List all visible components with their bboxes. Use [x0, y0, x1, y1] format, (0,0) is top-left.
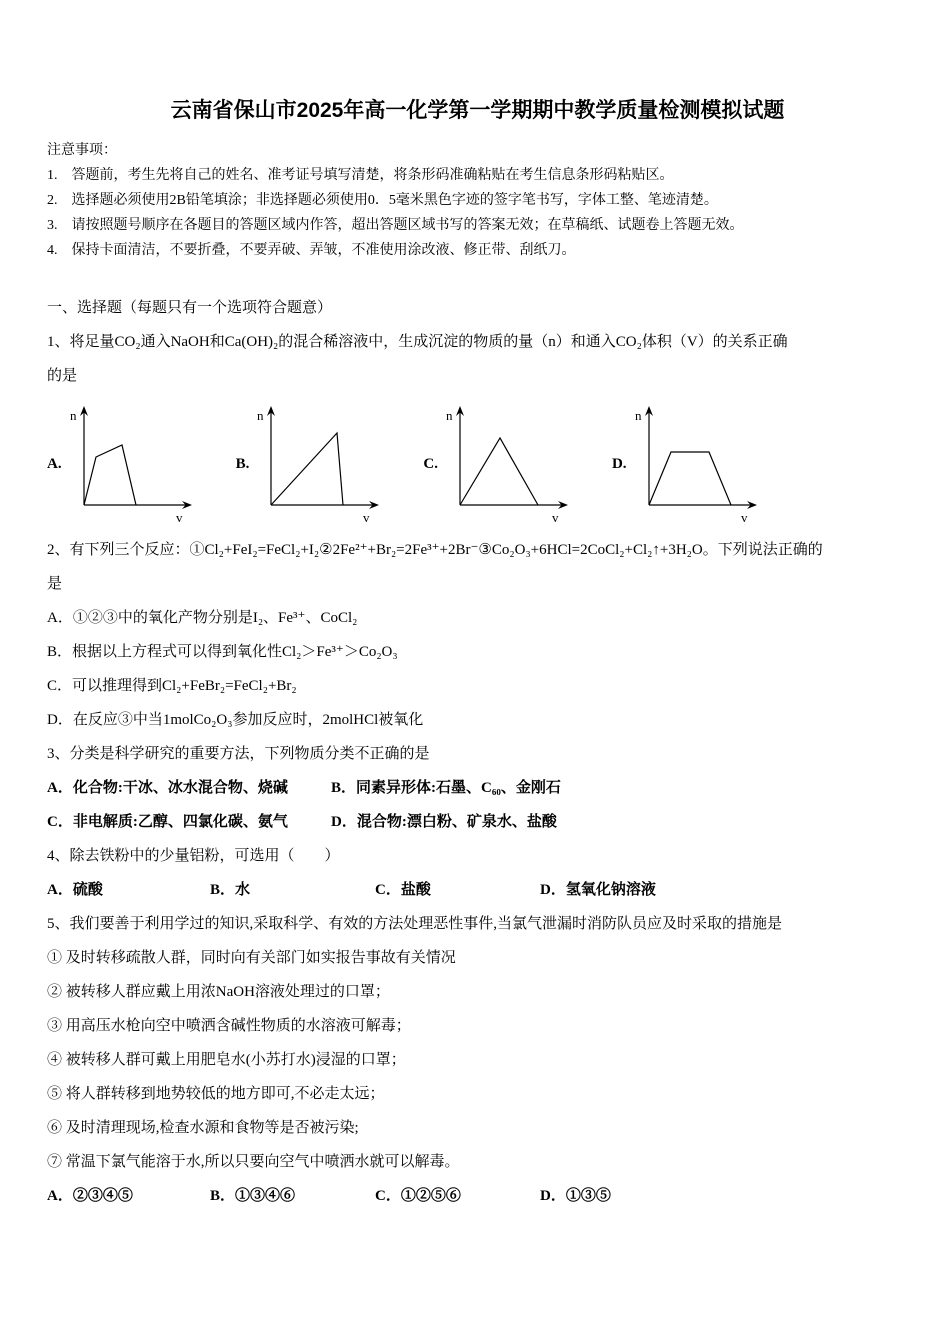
q1-graph-option-c	[423, 400, 574, 528]
graph-b-curve	[271, 433, 343, 505]
q5-item-7: ⑦ 常温下氯气能溶于水,所以只要向空气中喷洒水就可以解毒。	[47, 1154, 460, 1170]
x-axis-label: v	[740, 510, 748, 525]
graph-c-curve	[460, 438, 538, 505]
q3-stem: 3、分类是科学研究的重要方法，下列物质分类不正确的是	[47, 746, 430, 762]
graph-a-curve	[84, 445, 136, 505]
q5-option-c: C．①②⑤⑥	[375, 1188, 461, 1204]
y-axis-label: n	[257, 408, 264, 423]
notice-item-4: 4. 保持卡面清洁，不要折叠，不要弄破、弄皱，不准使用涂改液、修正带、刮纸刀。	[47, 243, 576, 258]
q1-stem-line1: 1、将足量CO₂通入NaOH和Ca(OH)₂的混合稀溶液中，生成沉淀的物质的量（n）和通入CO₂体积（V）的关系正确	[47, 334, 788, 350]
x-axis-label: v	[175, 510, 183, 525]
q1-graph-option-a	[47, 400, 198, 528]
q3-options-row2	[47, 805, 908, 839]
graph-d-chart	[633, 400, 763, 528]
graph-a-chart	[68, 400, 198, 528]
graph-c-chart	[444, 400, 574, 528]
q2-option-c: C．可以推理得到Cl₂+FeBr₂=FeCl₂+Br₂	[47, 678, 297, 694]
q1-graph-row	[47, 397, 908, 531]
graph-d-curve	[649, 452, 731, 505]
q4-option-c: C．盐酸	[375, 882, 431, 898]
q3-option-a: A．化合物:干冰、冰水混合物、烧碱	[47, 780, 288, 796]
q2-option-a: A．①②③中的氧化产物分别是I₂、Fe³⁺、CoCl₂	[47, 610, 358, 626]
page-title: 云南省保山市2025年高一化学第一学期期中教学质量检测模拟试题	[170, 99, 785, 122]
q3-option-c: C．非电解质:乙醇、四氯化碳、氨气	[47, 814, 288, 830]
graph-b-chart	[255, 400, 385, 528]
notice-heading: 注意事项：	[47, 143, 117, 158]
notice-item-1: 1. 答题前，考生先将自己的姓名、准考证号填写清楚，将条形码准确粘贴在考生信息条形码粘贴区。	[47, 168, 674, 183]
graph-b-label: B.	[235, 455, 250, 472]
x-axis-label: v	[363, 510, 370, 525]
section-heading: 一、选择题（每题只有一个选项符合题意）	[47, 300, 333, 316]
q2-option-b: B．根据以上方程式可以得到氧化性Cl₂＞Fe³⁺＞Co₂O₃	[47, 644, 398, 660]
q2-stem-line2: 是	[47, 576, 63, 592]
q5-item-2: ② 被转移人群应戴上用浓NaOH溶液处理过的口罩；	[47, 984, 390, 1000]
y-axis-label: n	[634, 408, 642, 423]
q5-item-4: ④ 被转移人群可戴上用肥皂水(小苏打水)浸湿的口罩；	[47, 1052, 406, 1068]
q1-graph-option-d	[612, 400, 763, 528]
q5-item-5: ⑤ 将人群转移到地势较低的地方即可,不必走太远；	[47, 1086, 385, 1102]
notice-item-3: 3. 请按照题号顺序在各题目的答题区域内作答，超出答题区域书写的答案无效；在草稿纸、试题卷上答题无效。	[47, 218, 744, 233]
q5-item-6: ⑥ 及时清理现场,检查水源和食物等是否被污染;	[47, 1120, 359, 1136]
q3-options-row1	[47, 771, 908, 805]
q2-option-d: D．在反应③中当1molCo₂O₃参加反应时，2molHCl被氧化	[47, 712, 424, 728]
graph-a-label: A.	[47, 455, 62, 472]
q5-option-d: D．①③⑤	[540, 1188, 611, 1204]
q5-option-b: B．①③④⑥	[210, 1188, 296, 1204]
q5-options-row	[47, 1179, 908, 1213]
q1-graph-option-b	[236, 400, 386, 528]
q5-option-a: A．②③④⑤	[47, 1188, 133, 1204]
q5-item-1: ① 及时转移疏散人群，同时向有关部门如实报告事故有关情况	[47, 950, 456, 966]
y-axis-label: n	[69, 408, 77, 423]
q1-stem-line2: 的是	[47, 368, 78, 384]
notice-section	[47, 138, 908, 263]
q4-option-b: B．水	[210, 882, 251, 898]
x-axis-label: v	[551, 510, 559, 525]
q5-stem: 5、我们要善于利用学过的知识,采取科学、有效的方法处理恶性事件,当氯气泄漏时消防队员应及时采取的措施是	[47, 916, 783, 932]
q4-options-row	[47, 873, 908, 907]
q3-option-d: D．混合物:漂白粉、矿泉水、盐酸	[331, 814, 557, 830]
q3-option-b: B．同素异形体:石墨、C₆₀、金刚石	[331, 780, 561, 796]
q2-stem-line1: 2、有下列三个反应：①Cl₂+FeI₂=FeCl₂+I₂②2Fe²⁺+Br₂=2Fe³⁺+2Br⁻③Co₂O₃+6HCl=2CoCl₂+Cl₂↑+3H₂O。下列说法正确的	[47, 542, 823, 558]
notice-item-2: 2. 选择题必须使用2B铅笔填涂；非选择题必须使用0．5毫米黑色字迹的签字笔书写，字体工整、笔迹清楚。	[47, 193, 718, 208]
q5-item-3: ③ 用高压水枪向空中喷洒含碱性物质的水溶液可解毒；	[47, 1018, 411, 1034]
graph-d-label: D.	[611, 455, 627, 472]
y-axis-label: n	[445, 408, 453, 423]
q4-option-d: D．氢氧化钠溶液	[540, 882, 656, 898]
q4-option-a: A．硫酸	[47, 882, 103, 898]
graph-c-label: C.	[423, 455, 438, 472]
q4-stem: 4、除去铁粉中的少量铝粉，可选用（ ）	[47, 848, 340, 864]
